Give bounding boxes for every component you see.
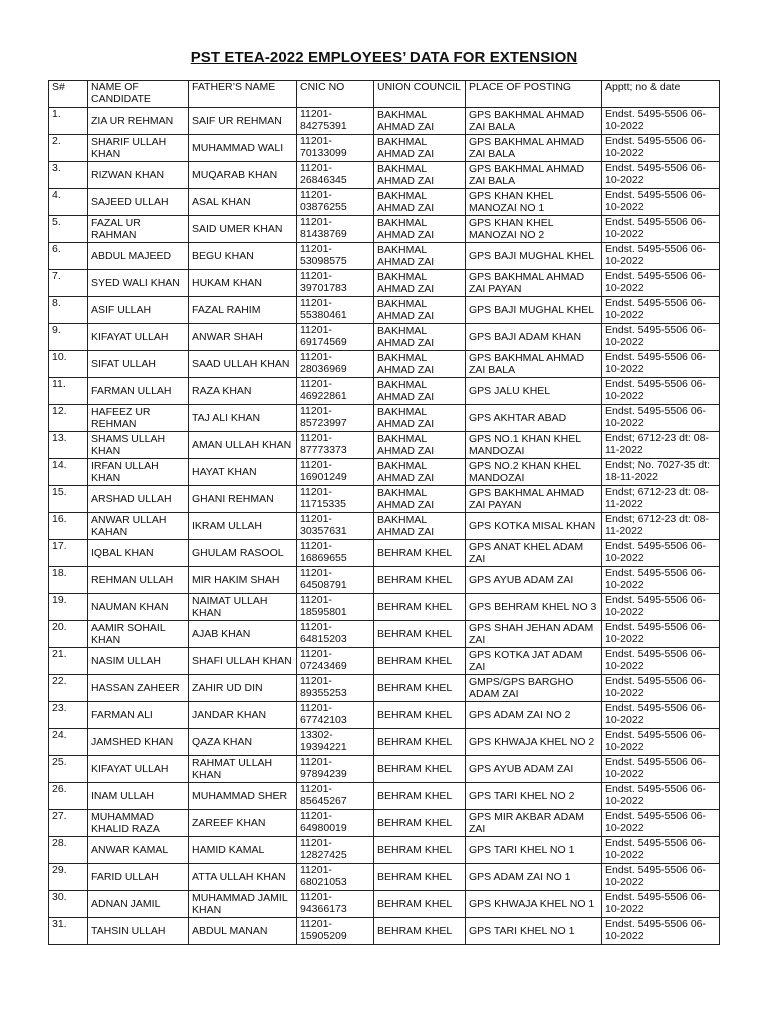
header-fathers-name: FATHER’S NAME: [189, 81, 297, 108]
appointment-cell: Endst. 5495-5506 06-10-2022: [602, 621, 720, 648]
appointment-cell: Endst. 5495-5506 06-10-2022: [602, 540, 720, 567]
cnic-cell: 13302-19394221: [297, 729, 374, 756]
posting-cell: GPS KHWAJA KHEL NO 2: [466, 729, 602, 756]
union-council-cell: BEHRAM KHEL: [374, 540, 466, 567]
appointment-cell: Endst; 6712-23 dt: 08-11-2022: [602, 486, 720, 513]
candidate-name-cell: SHARIF ULLAH KHAN: [88, 135, 189, 162]
posting-cell: GPS ADAM ZAI NO 2: [466, 702, 602, 729]
serial-cell: 31.: [49, 918, 88, 945]
header-appointment: Apptt; no & date: [602, 81, 720, 108]
union-council-cell: BAKHMAL AHMAD ZAI: [374, 243, 466, 270]
posting-cell: GPS AYUB ADAM ZAI: [466, 756, 602, 783]
candidate-name-cell: KIFAYAT ULLAH: [88, 756, 189, 783]
table-header-row: [49, 81, 720, 108]
candidate-name-cell: SHAMS ULLAH KHAN: [88, 432, 189, 459]
table-row: [49, 729, 720, 756]
table-row: [49, 189, 720, 216]
table-row: [49, 675, 720, 702]
serial-cell: 10.: [49, 351, 88, 378]
cnic-cell: 11201-12827425: [297, 837, 374, 864]
candidate-name-cell: HASSAN ZAHEER: [88, 675, 189, 702]
serial-cell: 25.: [49, 756, 88, 783]
table-row: [49, 594, 720, 621]
table-row: [49, 864, 720, 891]
candidate-name-cell: INAM ULLAH: [88, 783, 189, 810]
candidate-name-cell: ADNAN JAMIL: [88, 891, 189, 918]
union-council-cell: BAKHMAL AHMAD ZAI: [374, 108, 466, 135]
table-row: [49, 702, 720, 729]
union-council-cell: BAKHMAL AHMAD ZAI: [374, 135, 466, 162]
fathers-name-cell: RAZA KHAN: [189, 378, 297, 405]
fathers-name-cell: MUHAMMAD WALI: [189, 135, 297, 162]
table-row: [49, 810, 720, 837]
serial-cell: 24.: [49, 729, 88, 756]
table-row: [49, 486, 720, 513]
posting-cell: GPS BAKHMAL AHMAD ZAI PAYAN: [466, 270, 602, 297]
union-council-cell: BEHRAM KHEL: [374, 702, 466, 729]
candidate-name-cell: KIFAYAT ULLAH: [88, 324, 189, 351]
appointment-cell: Endst. 5495-5506 06-10-2022: [602, 918, 720, 945]
cnic-cell: 11201-85645267: [297, 783, 374, 810]
candidate-name-cell: ASIF ULLAH: [88, 297, 189, 324]
appointment-cell: Endst. 5495-5506 06-10-2022: [602, 162, 720, 189]
fathers-name-cell: SAID UMER KHAN: [189, 216, 297, 243]
posting-cell: GPS BAJI MUGHAL KHEL: [466, 243, 602, 270]
serial-cell: 8.: [49, 297, 88, 324]
union-council-cell: BAKHMAL AHMAD ZAI: [374, 378, 466, 405]
appointment-cell: Endst. 5495-5506 06-10-2022: [602, 864, 720, 891]
candidate-name-cell: HAFEEZ UR REHMAN: [88, 405, 189, 432]
fathers-name-cell: MIR HAKIM SHAH: [189, 567, 297, 594]
union-council-cell: BEHRAM KHEL: [374, 918, 466, 945]
union-council-cell: BAKHMAL AHMAD ZAI: [374, 270, 466, 297]
serial-cell: 27.: [49, 810, 88, 837]
cnic-cell: 11201-07243469: [297, 648, 374, 675]
document-title: PST ETEA-2022 EMPLOYEES’ DATA FOR EXTENSION: [190, 49, 578, 66]
cnic-cell: 11201-28036969: [297, 351, 374, 378]
candidate-name-cell: ZIA UR REHMAN: [88, 108, 189, 135]
posting-cell: GPS BEHRAM KHEL NO 3: [466, 594, 602, 621]
cnic-cell: 11201-26846345: [297, 162, 374, 189]
table-row: [49, 297, 720, 324]
candidate-name-cell: TAHSIN ULLAH: [88, 918, 189, 945]
fathers-name-cell: ATTA ULLAH KHAN: [189, 864, 297, 891]
cnic-cell: 11201-16869655: [297, 540, 374, 567]
fathers-name-cell: HAYAT KHAN: [189, 459, 297, 486]
table-row: [49, 324, 720, 351]
cnic-cell: 11201-39701783: [297, 270, 374, 297]
union-council-cell: BAKHMAL AHMAD ZAI: [374, 432, 466, 459]
union-council-cell: BEHRAM KHEL: [374, 621, 466, 648]
fathers-name-cell: ZAHIR UD DIN: [189, 675, 297, 702]
cnic-cell: 11201-16901249: [297, 459, 374, 486]
header-place-of-posting: PLACE OF POSTING: [466, 81, 602, 108]
fathers-name-cell: RAHMAT ULLAH KHAN: [189, 756, 297, 783]
table-row: [49, 891, 720, 918]
posting-cell: GPS ADAM ZAI NO 1: [466, 864, 602, 891]
serial-cell: 9.: [49, 324, 88, 351]
appointment-cell: Endst. 5495-5506 06-10-2022: [602, 702, 720, 729]
fathers-name-cell: ABDUL MANAN: [189, 918, 297, 945]
appointment-cell: Endst. 5495-5506 06-10-2022: [602, 756, 720, 783]
candidate-name-cell: FARID ULLAH: [88, 864, 189, 891]
fathers-name-cell: BEGU KHAN: [189, 243, 297, 270]
serial-cell: 21.: [49, 648, 88, 675]
appointment-cell: Endst; 6712-23 dt: 08-11-2022: [602, 513, 720, 540]
appointment-cell: Endst. 5495-5506 06-10-2022: [602, 324, 720, 351]
serial-cell: 1.: [49, 108, 88, 135]
fathers-name-cell: NAIMAT ULLAH KHAN: [189, 594, 297, 621]
union-council-cell: BAKHMAL AHMAD ZAI: [374, 513, 466, 540]
appointment-cell: Endst. 5495-5506 06-10-2022: [602, 810, 720, 837]
cnic-cell: 11201-46922861: [297, 378, 374, 405]
union-council-cell: BEHRAM KHEL: [374, 891, 466, 918]
fathers-name-cell: GHULAM RASOOL: [189, 540, 297, 567]
union-council-cell: BEHRAM KHEL: [374, 783, 466, 810]
appointment-cell: Endst. 5495-5506 06-10-2022: [602, 729, 720, 756]
candidate-name-cell: MUHAMMAD KHALID RAZA: [88, 810, 189, 837]
fathers-name-cell: FAZAL RAHIM: [189, 297, 297, 324]
union-council-cell: BAKHMAL AHMAD ZAI: [374, 486, 466, 513]
cnic-cell: 11201-97894239: [297, 756, 374, 783]
serial-cell: 26.: [49, 783, 88, 810]
table-row: [49, 459, 720, 486]
fathers-name-cell: IKRAM ULLAH: [189, 513, 297, 540]
appointment-cell: Endst. 5495-5506 06-10-2022: [602, 675, 720, 702]
serial-cell: 18.: [49, 567, 88, 594]
fathers-name-cell: JANDAR KHAN: [189, 702, 297, 729]
table-row: [49, 513, 720, 540]
posting-cell: GPS BAKHMAL AHMAD ZAI BALA: [466, 351, 602, 378]
candidate-name-cell: SIFAT ULLAH: [88, 351, 189, 378]
candidate-name-cell: REHMAN ULLAH: [88, 567, 189, 594]
posting-cell: GPS BAJI MUGHAL KHEL: [466, 297, 602, 324]
header-candidate-name: NAME OF CANDIDATE: [88, 81, 189, 108]
appointment-cell: Endst. 5495-5506 06-10-2022: [602, 405, 720, 432]
fathers-name-cell: GHANI REHMAN: [189, 486, 297, 513]
posting-cell: GPS KOTKA JAT ADAM ZAI: [466, 648, 602, 675]
union-council-cell: BAKHMAL AHMAD ZAI: [374, 405, 466, 432]
serial-cell: 30.: [49, 891, 88, 918]
posting-cell: GPS BAKHMAL AHMAD ZAI BALA: [466, 108, 602, 135]
table-row: [49, 621, 720, 648]
union-council-cell: BEHRAM KHEL: [374, 756, 466, 783]
serial-cell: 13.: [49, 432, 88, 459]
union-council-cell: BEHRAM KHEL: [374, 729, 466, 756]
union-council-cell: BEHRAM KHEL: [374, 648, 466, 675]
appointment-cell: Endst. 5495-5506 06-10-2022: [602, 378, 720, 405]
posting-cell: GPS SHAH JEHAN ADAM ZAI: [466, 621, 602, 648]
serial-cell: 4.: [49, 189, 88, 216]
serial-cell: 5.: [49, 216, 88, 243]
cnic-cell: 11201-84275391: [297, 108, 374, 135]
posting-cell: GPS BAKHMAL AHMAD ZAI BALA: [466, 135, 602, 162]
appointment-cell: Endst. 5495-5506 06-10-2022: [602, 351, 720, 378]
table-row: [49, 216, 720, 243]
union-council-cell: BAKHMAL AHMAD ZAI: [374, 162, 466, 189]
candidate-name-cell: AAMIR SOHAIL KHAN: [88, 621, 189, 648]
cnic-cell: 11201-11715335: [297, 486, 374, 513]
appointment-cell: Endst. 5495-5506 06-10-2022: [602, 243, 720, 270]
cnic-cell: 11201-18595801: [297, 594, 374, 621]
posting-cell: GPS BAKHMAL AHMAD ZAI PAYAN: [466, 486, 602, 513]
union-council-cell: BAKHMAL AHMAD ZAI: [374, 459, 466, 486]
cnic-cell: 11201-69174569: [297, 324, 374, 351]
serial-cell: 29.: [49, 864, 88, 891]
serial-cell: 20.: [49, 621, 88, 648]
fathers-name-cell: ZAREEF KHAN: [189, 810, 297, 837]
candidate-name-cell: SYED WALI KHAN: [88, 270, 189, 297]
serial-cell: 16.: [49, 513, 88, 540]
fathers-name-cell: TAJ ALI KHAN: [189, 405, 297, 432]
appointment-cell: Endst. 5495-5506 06-10-2022: [602, 216, 720, 243]
serial-cell: 2.: [49, 135, 88, 162]
header-cnic: CNIC NO: [297, 81, 374, 108]
table-row: [49, 351, 720, 378]
fathers-name-cell: ASAL KHAN: [189, 189, 297, 216]
posting-cell: GPS AYUB ADAM ZAI: [466, 567, 602, 594]
posting-cell: GPS KOTKA MISAL KHAN: [466, 513, 602, 540]
serial-cell: 3.: [49, 162, 88, 189]
cnic-cell: 11201-64980019: [297, 810, 374, 837]
posting-cell: GPS NO.2 KHAN KHEL MANDOZAI: [466, 459, 602, 486]
candidate-name-cell: NAUMAN KHAN: [88, 594, 189, 621]
table-row: [49, 648, 720, 675]
cnic-cell: 11201-89355253: [297, 675, 374, 702]
table-row: [49, 837, 720, 864]
candidate-name-cell: IRFAN ULLAH KHAN: [88, 459, 189, 486]
appointment-cell: Endst. 5495-5506 06-10-2022: [602, 135, 720, 162]
table-row: [49, 135, 720, 162]
appointment-cell: Endst. 5495-5506 06-10-2022: [602, 891, 720, 918]
candidate-name-cell: NASIM ULLAH: [88, 648, 189, 675]
cnic-cell: 11201-64815203: [297, 621, 374, 648]
union-council-cell: BEHRAM KHEL: [374, 837, 466, 864]
union-council-cell: BAKHMAL AHMAD ZAI: [374, 297, 466, 324]
serial-cell: 17.: [49, 540, 88, 567]
posting-cell: GPS BAJI ADAM KHAN: [466, 324, 602, 351]
table-row: [49, 783, 720, 810]
serial-cell: 6.: [49, 243, 88, 270]
serial-cell: 28.: [49, 837, 88, 864]
serial-cell: 14.: [49, 459, 88, 486]
table-row: [49, 405, 720, 432]
cnic-cell: 11201-94366173: [297, 891, 374, 918]
candidate-name-cell: ABDUL MAJEED: [88, 243, 189, 270]
employees-table: [48, 80, 720, 945]
appointment-cell: Endst. 5495-5506 06-10-2022: [602, 270, 720, 297]
table-row: [49, 540, 720, 567]
appointment-cell: Endst. 5495-5506 06-10-2022: [602, 594, 720, 621]
table-row: [49, 756, 720, 783]
candidate-name-cell: FARMAN ULLAH: [88, 378, 189, 405]
fathers-name-cell: MUQARAB KHAN: [189, 162, 297, 189]
union-council-cell: BAKHMAL AHMAD ZAI: [374, 324, 466, 351]
cnic-cell: 11201-85723997: [297, 405, 374, 432]
posting-cell: GPS JALU KHEL: [466, 378, 602, 405]
table-body: [49, 108, 720, 945]
appointment-cell: Endst. 5495-5506 06-10-2022: [602, 648, 720, 675]
union-council-cell: BEHRAM KHEL: [374, 810, 466, 837]
serial-cell: 19.: [49, 594, 88, 621]
candidate-name-cell: IQBAL KHAN: [88, 540, 189, 567]
candidate-name-cell: RIZWAN KHAN: [88, 162, 189, 189]
posting-cell: GPS TARI KHEL NO 1: [466, 918, 602, 945]
cnic-cell: 11201-67742103: [297, 702, 374, 729]
appointment-cell: Endst. 5495-5506 06-10-2022: [602, 108, 720, 135]
appointment-cell: Endst. 5495-5506 06-10-2022: [602, 837, 720, 864]
candidate-name-cell: JAMSHED KHAN: [88, 729, 189, 756]
posting-cell: GPS BAKHMAL AHMAD ZAI BALA: [466, 162, 602, 189]
fathers-name-cell: QAZA KHAN: [189, 729, 297, 756]
posting-cell: GMPS/GPS BARGHO ADAM ZAI: [466, 675, 602, 702]
cnic-cell: 11201-64508791: [297, 567, 374, 594]
appointment-cell: Endst; 6712-23 dt: 08-11-2022: [602, 432, 720, 459]
posting-cell: GPS KHWAJA KHEL NO 1: [466, 891, 602, 918]
union-council-cell: BAKHMAL AHMAD ZAI: [374, 351, 466, 378]
posting-cell: GPS TARI KHEL NO 1: [466, 837, 602, 864]
fathers-name-cell: SAAD ULLAH KHAN: [189, 351, 297, 378]
cnic-cell: 11201-30357631: [297, 513, 374, 540]
appointment-cell: Endst. 5495-5506 06-10-2022: [602, 189, 720, 216]
cnic-cell: 11201-53098575: [297, 243, 374, 270]
fathers-name-cell: SHAFI ULLAH KHAN: [189, 648, 297, 675]
union-council-cell: BEHRAM KHEL: [374, 675, 466, 702]
fathers-name-cell: MUHAMMAD SHER: [189, 783, 297, 810]
table-row: [49, 567, 720, 594]
appointment-cell: Endst. 5495-5506 06-10-2022: [602, 297, 720, 324]
table-row: [49, 432, 720, 459]
posting-cell: GPS KHAN KHEL MANOZAI NO 1: [466, 189, 602, 216]
union-council-cell: BAKHMAL AHMAD ZAI: [374, 216, 466, 243]
fathers-name-cell: AMAN ULLAH KHAN: [189, 432, 297, 459]
serial-cell: 12.: [49, 405, 88, 432]
union-council-cell: BEHRAM KHEL: [374, 567, 466, 594]
candidate-name-cell: ARSHAD ULLAH: [88, 486, 189, 513]
candidate-name-cell: FARMAN ALI: [88, 702, 189, 729]
union-council-cell: BEHRAM KHEL: [374, 594, 466, 621]
header-serial: S#: [49, 81, 88, 108]
posting-cell: GPS AKHTAR ABAD: [466, 405, 602, 432]
cnic-cell: 11201-70133099: [297, 135, 374, 162]
table-row: [49, 270, 720, 297]
appointment-cell: Endst. 5495-5506 06-10-2022: [602, 783, 720, 810]
serial-cell: 15.: [49, 486, 88, 513]
table-row: [49, 378, 720, 405]
appointment-cell: Endst. 5495-5506 06-10-2022: [602, 567, 720, 594]
table-row: [49, 243, 720, 270]
posting-cell: GPS NO.1 KHAN KHEL MANDOZAI: [466, 432, 602, 459]
cnic-cell: 11201-55380461: [297, 297, 374, 324]
candidate-name-cell: SAJEED ULLAH: [88, 189, 189, 216]
serial-cell: 7.: [49, 270, 88, 297]
fathers-name-cell: SAIF UR REHMAN: [189, 108, 297, 135]
cnic-cell: 11201-03876255: [297, 189, 374, 216]
table-row: [49, 108, 720, 135]
fathers-name-cell: HUKAM KHAN: [189, 270, 297, 297]
header-union-council: UNION COUNCIL: [374, 81, 466, 108]
table-row: [49, 162, 720, 189]
posting-cell: GPS KHAN KHEL MANOZAI NO 2: [466, 216, 602, 243]
posting-cell: GPS MIR AKBAR ADAM ZAI: [466, 810, 602, 837]
posting-cell: GPS TARI KHEL NO 2: [466, 783, 602, 810]
candidate-name-cell: ANWAR ULLAH KAHAN: [88, 513, 189, 540]
fathers-name-cell: ANWAR SHAH: [189, 324, 297, 351]
serial-cell: 11.: [49, 378, 88, 405]
appointment-cell: Endst; No. 7027-35 dt: 18-11-2022: [602, 459, 720, 486]
cnic-cell: 11201-68021053: [297, 864, 374, 891]
serial-cell: 22.: [49, 675, 88, 702]
candidate-name-cell: ANWAR KAMAL: [88, 837, 189, 864]
union-council-cell: BEHRAM KHEL: [374, 864, 466, 891]
fathers-name-cell: HAMID KAMAL: [189, 837, 297, 864]
serial-cell: 23.: [49, 702, 88, 729]
posting-cell: GPS ANAT KHEL ADAM ZAI: [466, 540, 602, 567]
candidate-name-cell: FAZAL UR RAHMAN: [88, 216, 189, 243]
fathers-name-cell: AJAB KHAN: [189, 621, 297, 648]
cnic-cell: 11201-87773373: [297, 432, 374, 459]
fathers-name-cell: MUHAMMAD JAMIL KHAN: [189, 891, 297, 918]
union-council-cell: BAKHMAL AHMAD ZAI: [374, 189, 466, 216]
cnic-cell: 11201-81438769: [297, 216, 374, 243]
cnic-cell: 11201-15905209: [297, 918, 374, 945]
table-row: [49, 918, 720, 945]
